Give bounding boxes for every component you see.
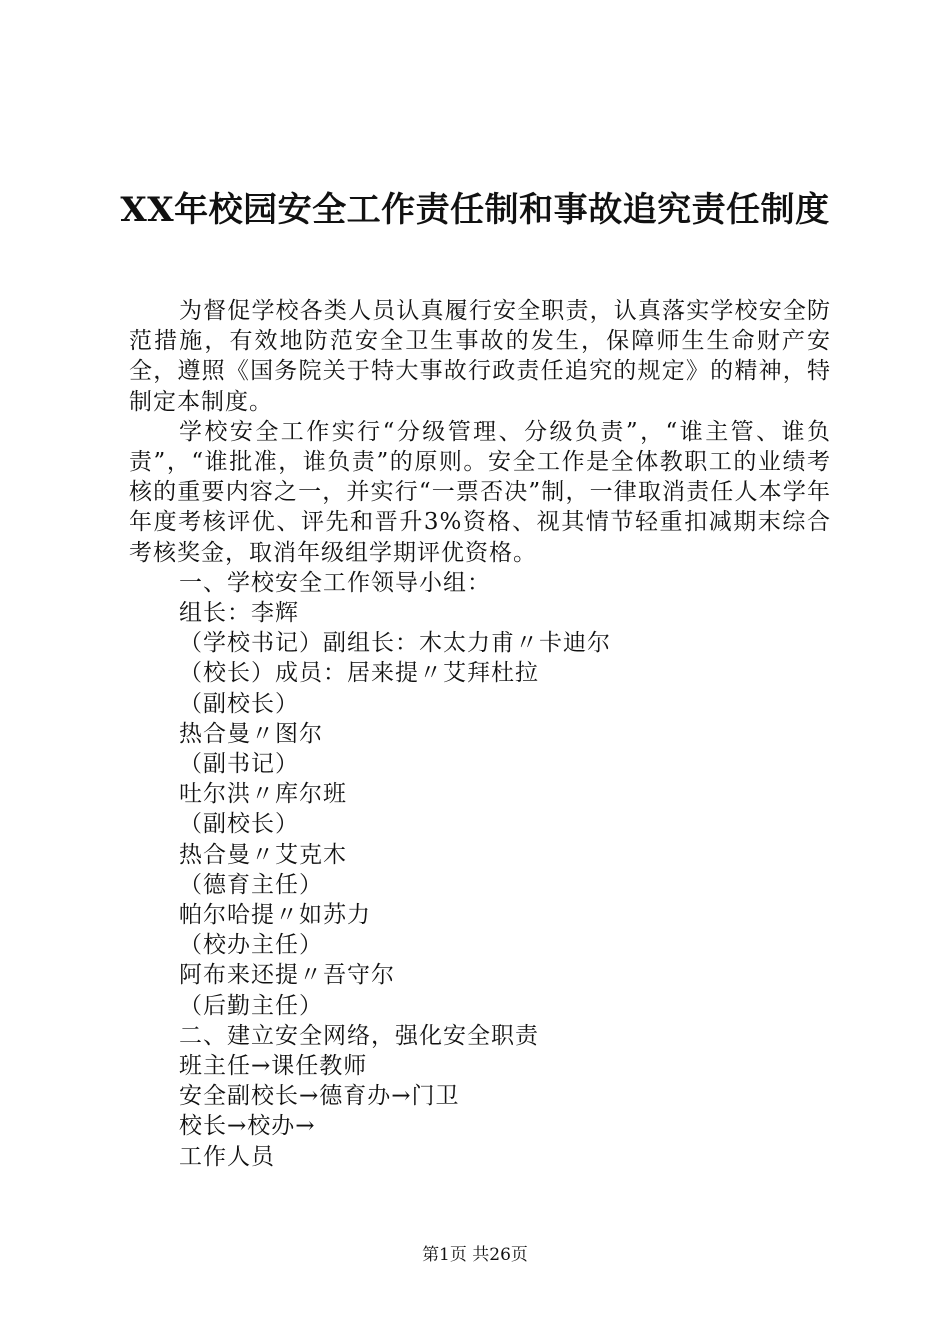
text-line: （学校书记）副组长：木太力甫〃卡迪尔: [179, 630, 611, 657]
intro-paragraph: 为督促学校各类人员认真履行安全职责，认真落实学校安全防范措施，有效地防范安全卫生事故的发生，保障师生生命财产安全，遵照《国务院关于特大事故行政责任追究的规定》的精神，特制定本制度。: [129, 298, 831, 415]
principle-paragraph: 学校安全工作实行“分级管理、分级负责”，“谁主管、谁负责”，“谁批准，谁负责”的原则。安全工作是全体教职工的业绩考核的重要内容之一，并实行“一票否决”制，一律取消责任人本学年年度考核评优、评先和晋升3%资格、视其情节轻重扣减期末综合考核奖金，取消年级组学期评优资格。: [129, 418, 831, 566]
text-line: （副校长）: [179, 811, 299, 838]
text-line: （副书记）: [179, 751, 299, 778]
text-line: （德育主任）: [179, 871, 323, 898]
text-line: （校办主任）: [179, 932, 323, 959]
text-line: 安全副校长→德育办→门卫: [179, 1083, 460, 1110]
text-line: 热合曼〃艾克木: [179, 841, 347, 868]
text-line: （校长）成员：居来提〃艾拜杜拉: [179, 660, 539, 687]
text-line: 热合曼〃图尔: [179, 720, 323, 747]
document-body: [129, 296, 831, 1172]
section-heading-leadership: 一、学校安全工作领导小组：: [179, 569, 491, 596]
text-line: 吐尔洪〃库尔班: [179, 781, 347, 808]
text-line: 阿布来还提〃吾守尔: [179, 962, 395, 989]
text-line: 帕尔哈提〃如苏力: [179, 902, 371, 929]
page-footer: 第1页 共26页: [422, 1245, 528, 1265]
text-line: （副校长）: [179, 690, 299, 717]
text-line: 班主任→课任教师: [179, 1053, 368, 1080]
document-title: XX年校园安全工作责任制和事故追究责任制度: [120, 190, 830, 230]
text-line: 组长：李辉: [179, 600, 299, 627]
text-line: 工作人员: [179, 1143, 275, 1170]
text-line: 校长→校办→: [179, 1113, 316, 1140]
section-heading-network: 二、建立安全网络，强化安全职责: [179, 1022, 539, 1049]
text-line: （后勤主任）: [179, 992, 323, 1019]
